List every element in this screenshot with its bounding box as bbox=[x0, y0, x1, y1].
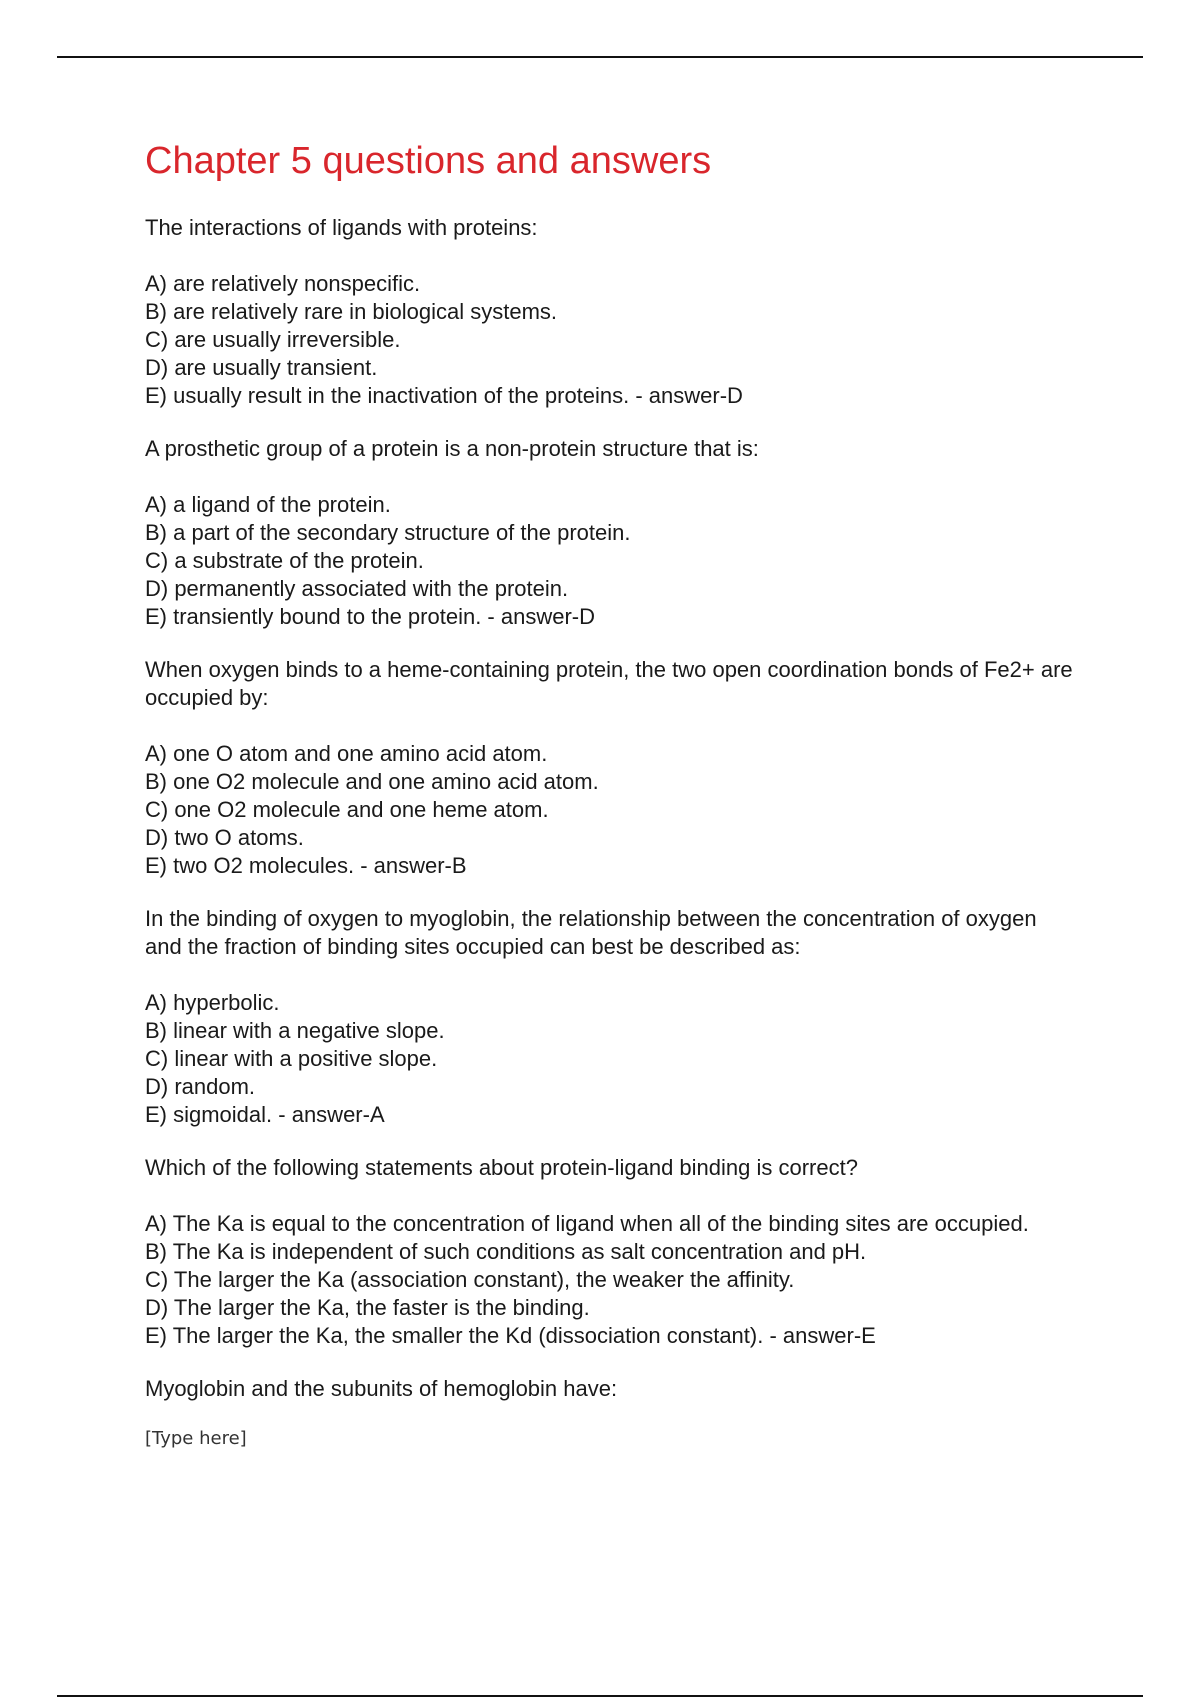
answer-option: D) permanently associated with the protein. bbox=[145, 575, 569, 601]
question-text: When oxygen binds to a heme-containing protein, the two open coordination bonds of Fe2+ are occupied by: bbox=[145, 656, 1073, 710]
answer-options bbox=[145, 270, 1075, 410]
answer-option: A) one O atom and one amino acid atom. bbox=[145, 740, 548, 766]
document-body bbox=[145, 138, 1075, 1449]
answer-options bbox=[145, 1210, 1075, 1350]
question-list bbox=[145, 214, 1075, 1403]
answer-option: A) are relatively nonspecific. bbox=[145, 270, 421, 296]
question-text: Which of the following statements about protein-ligand binding is correct? bbox=[145, 1154, 858, 1180]
question-block bbox=[145, 905, 1075, 1129]
answer-option: C) one O2 molecule and one heme atom. bbox=[145, 796, 549, 822]
question-block bbox=[145, 435, 1075, 631]
answer-option: E) The larger the Ka, the smaller the Kd (dissociation constant). - answer-E bbox=[145, 1322, 876, 1348]
question-text: Myoglobin and the subunits of hemoglobin have: bbox=[145, 1375, 618, 1401]
answer-option: D) The larger the Ka, the faster is the binding. bbox=[145, 1294, 590, 1320]
answer-option: D) two O atoms. bbox=[145, 824, 304, 850]
answer-option: C) linear with a positive slope. bbox=[145, 1045, 438, 1071]
header-rule bbox=[57, 56, 1143, 58]
answer-option: D) random. bbox=[145, 1073, 256, 1099]
document-title: Chapter 5 questions and answers bbox=[145, 140, 712, 182]
question-text: A prosthetic group of a protein is a non-protein structure that is: bbox=[145, 435, 759, 461]
answer-option: E) usually result in the inactivation of the proteins. - answer-D bbox=[145, 382, 743, 408]
question-text: In the binding of oxygen to myoglobin, the relationship between the concentration of oxygen and the fraction of binding sites occupied can best be described as: bbox=[145, 905, 1037, 959]
answer-option: B) linear with a negative slope. bbox=[145, 1017, 445, 1043]
answer-option: A) a ligand of the protein. bbox=[145, 491, 391, 517]
answer-option: C) are usually irreversible. bbox=[145, 326, 401, 352]
question-text: The interactions of ligands with proteins: bbox=[145, 214, 538, 240]
answer-option: E) sigmoidal. - answer-A bbox=[145, 1101, 385, 1127]
answer-option: B) one O2 molecule and one amino acid atom. bbox=[145, 768, 599, 794]
question-block bbox=[145, 214, 1075, 410]
answer-option: E) two O2 molecules. - answer-B bbox=[145, 852, 467, 878]
answer-option: D) are usually transient. bbox=[145, 354, 378, 380]
answer-options bbox=[145, 740, 1075, 880]
answer-option: B) The Ka is independent of such conditions as salt concentration and pH. bbox=[145, 1238, 867, 1264]
answer-options bbox=[145, 989, 1075, 1129]
footer-placeholder: [Type here] bbox=[145, 1427, 247, 1449]
answer-options bbox=[145, 491, 1075, 631]
question-block bbox=[145, 656, 1075, 880]
answer-option: E) transiently bound to the protein. - answer-D bbox=[145, 603, 596, 629]
answer-option: A) The Ka is equal to the concentration of ligand when all of the binding sites are occupied. bbox=[145, 1210, 1029, 1236]
answer-option: C) The larger the Ka (association constant), the weaker the affinity. bbox=[145, 1266, 795, 1292]
question-block bbox=[145, 1375, 1075, 1403]
answer-option: C) a substrate of the protein. bbox=[145, 547, 424, 573]
answer-option: A) hyperbolic. bbox=[145, 989, 280, 1015]
question-block bbox=[145, 1154, 1075, 1350]
answer-option: B) a part of the secondary structure of the protein. bbox=[145, 519, 631, 545]
footer-rule bbox=[57, 1695, 1143, 1697]
answer-option: B) are relatively rare in biological systems. bbox=[145, 298, 558, 324]
